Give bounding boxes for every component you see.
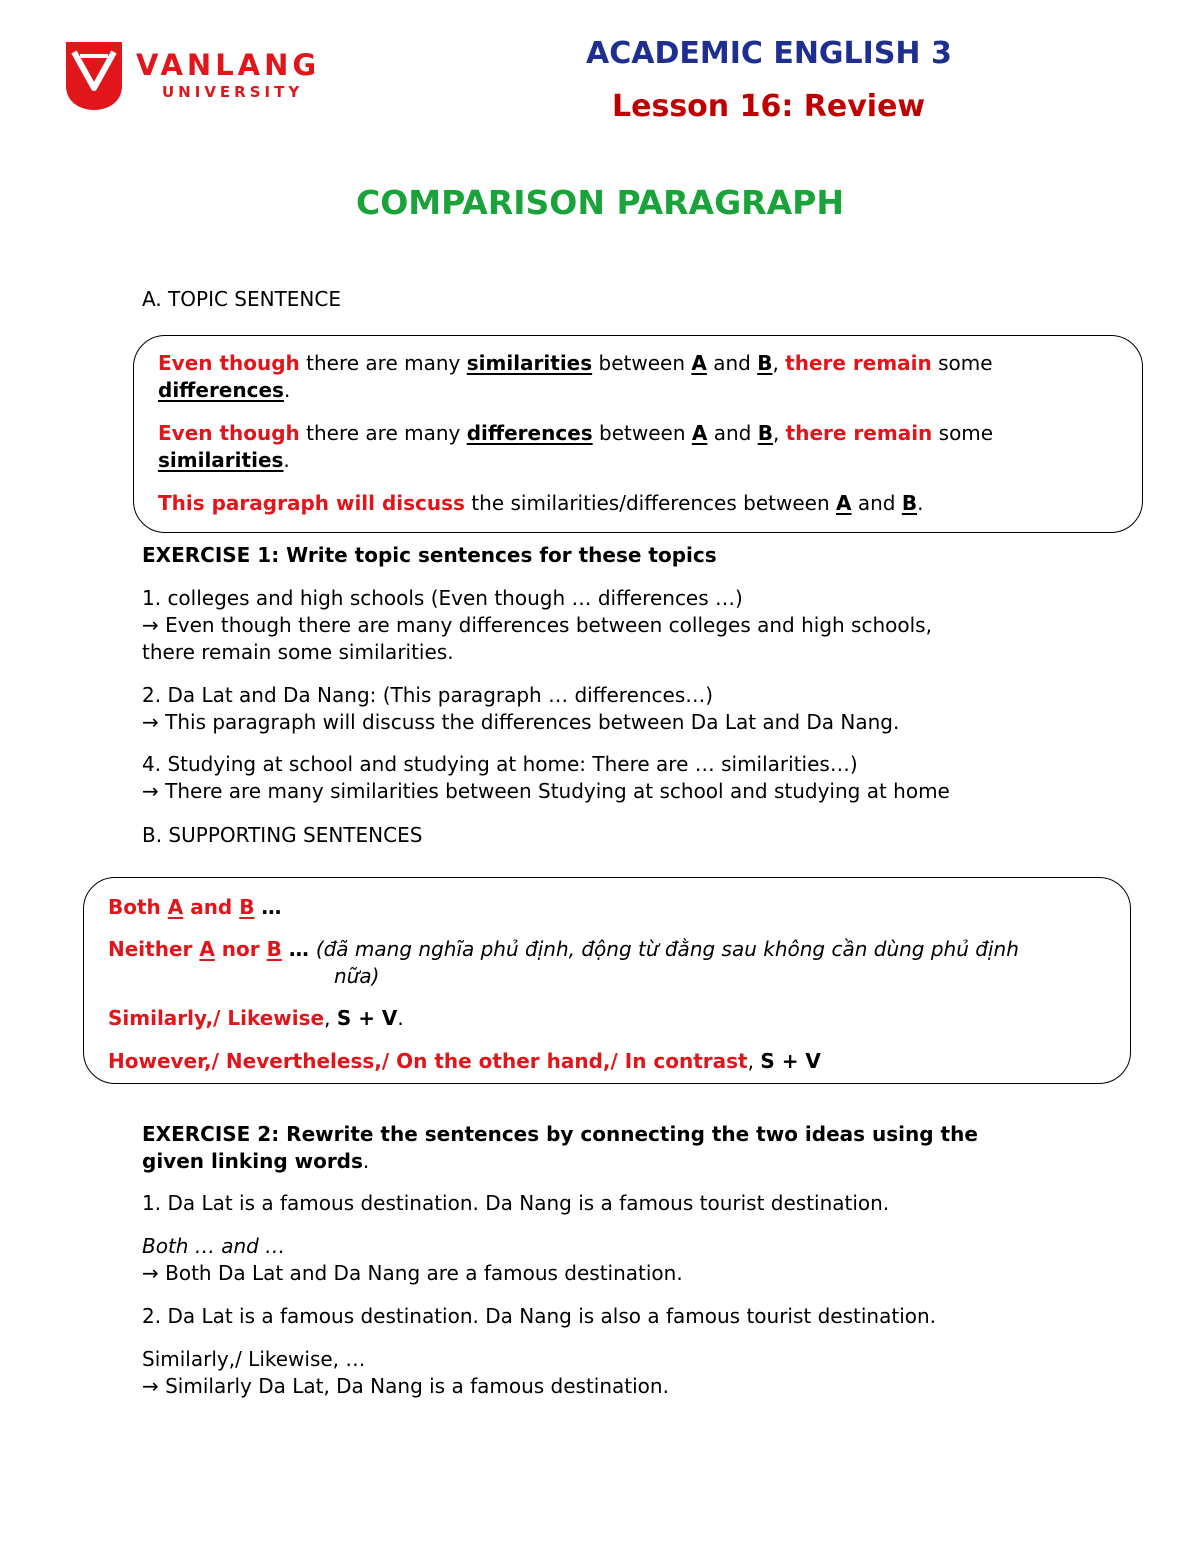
supporting-sentences-box [83,877,1131,1084]
exercise-2-item-1-hint: Both … and … [142,1234,286,1258]
vanlang-university-logo [66,42,326,112]
linking-neither-nor-note: nữa) [334,964,380,988]
exercise-2-item-2-answer: → Similarly Da Lat, Da Nang is a famous destination. [142,1374,669,1398]
exercise-2-item-2-prompt: 2. Da Lat is a famous destination. Da Nang is also a famous tourist destination. [142,1304,937,1328]
exercise-1-item-4-answer: → There are many similarities between Studying at school and studying at home [142,779,950,803]
topic-template-3: This paragraph will discuss the similarities/differences between A and B. [158,491,924,515]
document-title: COMPARISON PARAGRAPH [356,183,844,222]
linking-both-and: Both A and B … [108,895,282,919]
logo-sub: UNIVERSITY [162,83,304,101]
exercise-2-item-1-prompt: 1. Da Lat is a famous destination. Da Nang is a famous tourist destination. [142,1191,890,1215]
exercise-1-item-2-answer: → This paragraph will discuss the differences between Da Lat and Da Nang. [142,710,900,734]
course-title: ACADEMIC ENGLISH 3 [586,36,952,71]
exercise-2-heading: EXERCISE 2: Rewrite the sentences by connecting the two ideas using the [142,1122,978,1146]
exercise-1-item-4-prompt: 4. Studying at school and studying at home: There are … similarities…) [142,752,858,776]
topic-template-1-line1: Even though there are many similarities between A and B, there remain some [158,351,993,375]
lesson-title: Lesson 16: Review [612,89,926,124]
linking-similarly: Similarly,/ Likewise, S + V. [108,1006,404,1030]
logo-name: VANLANG [136,48,321,82]
topic-template-1-line2: differences. [158,378,291,402]
section-b-heading: B. SUPPORTING SENTENCES [142,823,423,847]
exercise-1-item-1-answer-cont: there remain some similarities. [142,640,454,664]
exercise-2-item-2-hint: Similarly,/ Likewise, … [142,1347,366,1371]
section-a-heading: A. TOPIC SENTENCE [142,287,341,311]
topic-template-2-line1: Even though there are many differences between A and B, there remain some [158,421,994,445]
exercise-1-item-1-prompt: 1. colleges and high schools (Even though … differences …) [142,586,743,610]
exercise-2-heading-cont: given linking words. [142,1149,370,1173]
exercise-1-item-2-prompt: 2. Da Lat and Da Nang: (This paragraph … differences…) [142,683,714,707]
linking-however: However,/ Nevertheless,/ On the other hand,/ In contrast, S + V [108,1049,821,1073]
topic-template-2-line2: similarities. [158,448,290,472]
linking-neither-nor: Neither A nor B … (đã mang nghĩa phủ định, động từ đằng sau không cần dùng phủ định [108,937,1019,961]
exercise-2-item-1-answer: → Both Da Lat and Da Nang are a famous destination. [142,1261,683,1285]
exercise-1-item-1-answer: → Even though there are many differences between colleges and high schools, [142,613,932,637]
exercise-1-heading: EXERCISE 1: Write topic sentences for these topics [142,543,717,567]
